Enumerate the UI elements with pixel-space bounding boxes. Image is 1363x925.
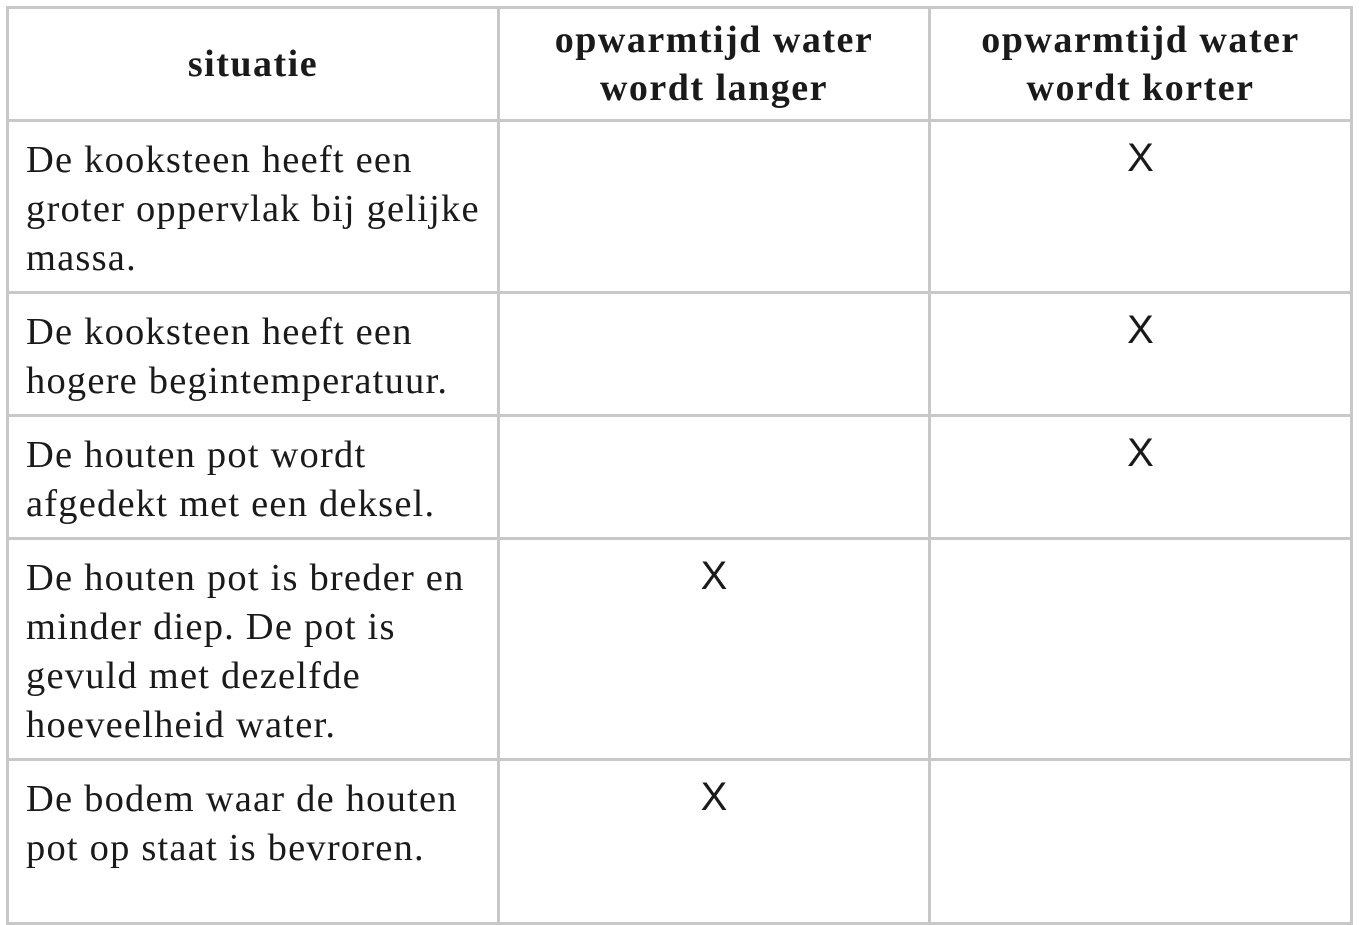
table-row [8,416,1352,539]
langer-mark: X [499,760,930,924]
situatie-cell: De kooksteen heeft een groter oppervlak bij gelijke massa. [8,121,499,293]
table-row [8,539,1352,760]
korter-mark: X [930,293,1352,416]
header-korter: opwarmtijd water wordt korter [930,8,1352,121]
langer-mark: X [499,539,930,760]
table-row [8,760,1352,924]
korter-mark: X [930,416,1352,539]
situatie-cell: De kooksteen heeft een hogere begintemperatuur. [8,293,499,416]
situation-table [6,6,1353,925]
header-langer: opwarmtijd water wordt langer [499,8,930,121]
table-row [8,121,1352,293]
situatie-cell: De houten pot wordt afgedekt met een deksel. [8,416,499,539]
table-row [8,293,1352,416]
situatie-cell: De houten pot is breder en minder diep. De pot is gevuld met dezelfde hoeveelheid water. [8,539,499,760]
header-situatie: situatie [8,8,499,121]
header-row [8,8,1352,121]
korter-mark: X [930,121,1352,293]
langer-mark [499,121,930,293]
langer-mark [499,293,930,416]
langer-mark [499,416,930,539]
korter-mark [930,539,1352,760]
korter-mark [930,760,1352,924]
situatie-cell: De bodem waar de houten pot op staat is bevroren. [8,760,499,924]
